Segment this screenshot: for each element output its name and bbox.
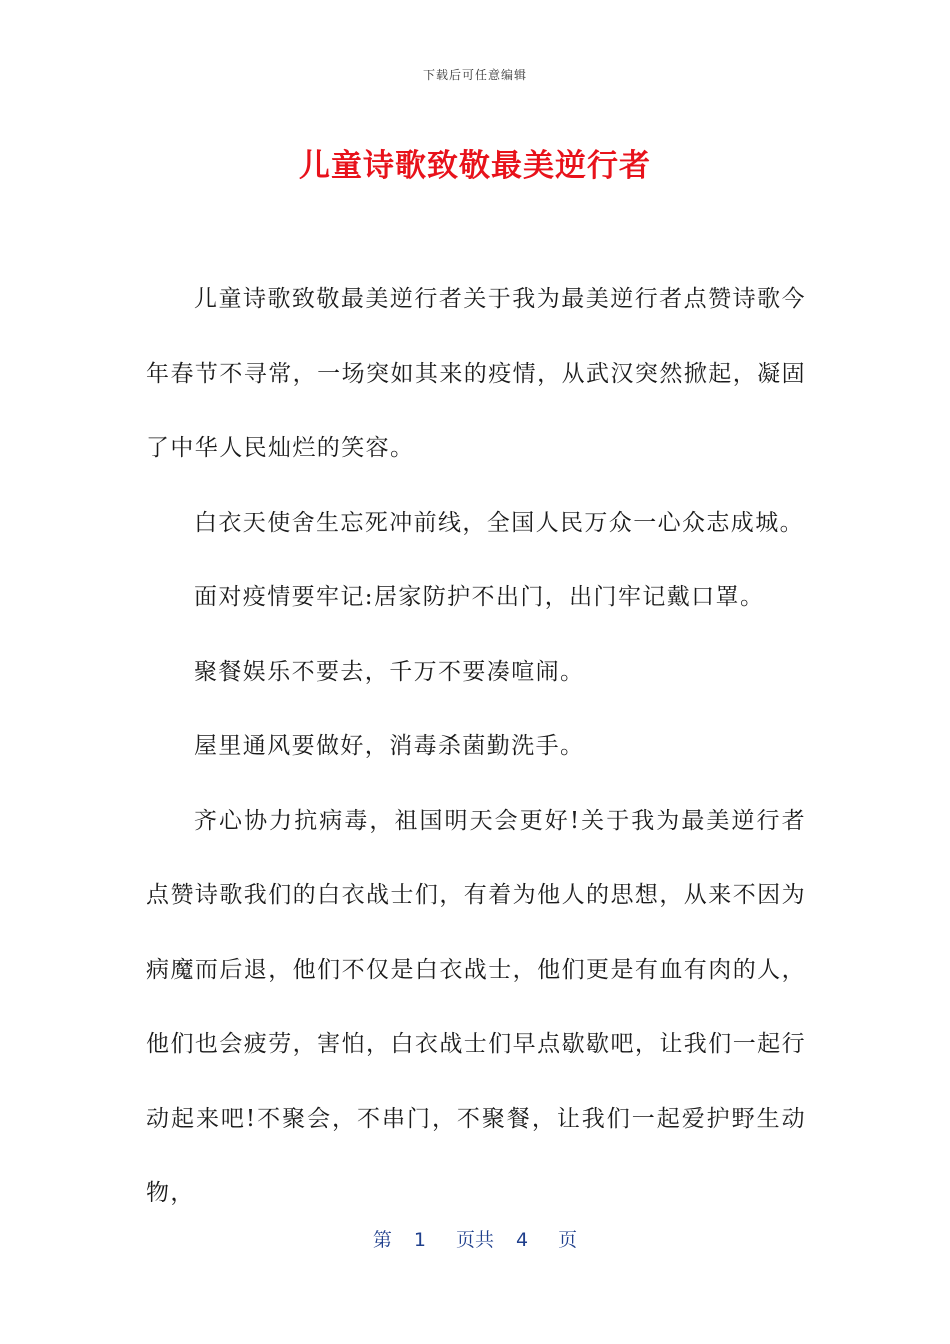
document-body (146, 262, 806, 1231)
total-pages-number: 4 (516, 1229, 529, 1251)
paragraph: 齐心协力抗病毒，祖国明天会更好!关于我为最美逆行者点赞诗歌我们的白衣战士们，有着为他人的思想，从来不因为病魔而后退，他们不仅是白衣战士，他们更是有血有肉的人，他们也会疲劳，害怕，白衣战士们早点歇歇吧，让我们一起行动起来吧!不聚会，不串门，不聚餐，让我们一起爱护野生动物， (146, 807, 806, 1206)
paragraph: 面对疫情要牢记:居家防护不出门，出门牢记戴口罩。 (194, 584, 765, 610)
footer-suffix: 页 (558, 1229, 578, 1251)
document-title: 儿童诗歌致敬最美逆行者 (299, 148, 651, 184)
page-footer (0, 1225, 950, 1252)
header-note: 下载后可任意编辑 (422, 68, 527, 82)
footer-prefix: 第 (372, 1229, 392, 1251)
paragraph: 白衣天使舍生忘死冲前线，全国人民万众一心众志成城。 (194, 509, 804, 536)
paragraph: 屋里通风要做好，消毒杀菌勤洗手。 (194, 733, 585, 759)
paragraph: 儿童诗歌致敬最美逆行者关于我为最美逆行者点赞诗歌今年春节不寻常，一场突如其来的疫情，从武汉突然掀起，凝固了中华人民灿烂的笑容。 (146, 286, 806, 461)
footer-middle: 页共 (455, 1229, 494, 1251)
current-page-number: 1 (413, 1229, 426, 1251)
paragraph: 聚餐娱乐不要去，千万不要凑喧闹。 (194, 658, 585, 685)
